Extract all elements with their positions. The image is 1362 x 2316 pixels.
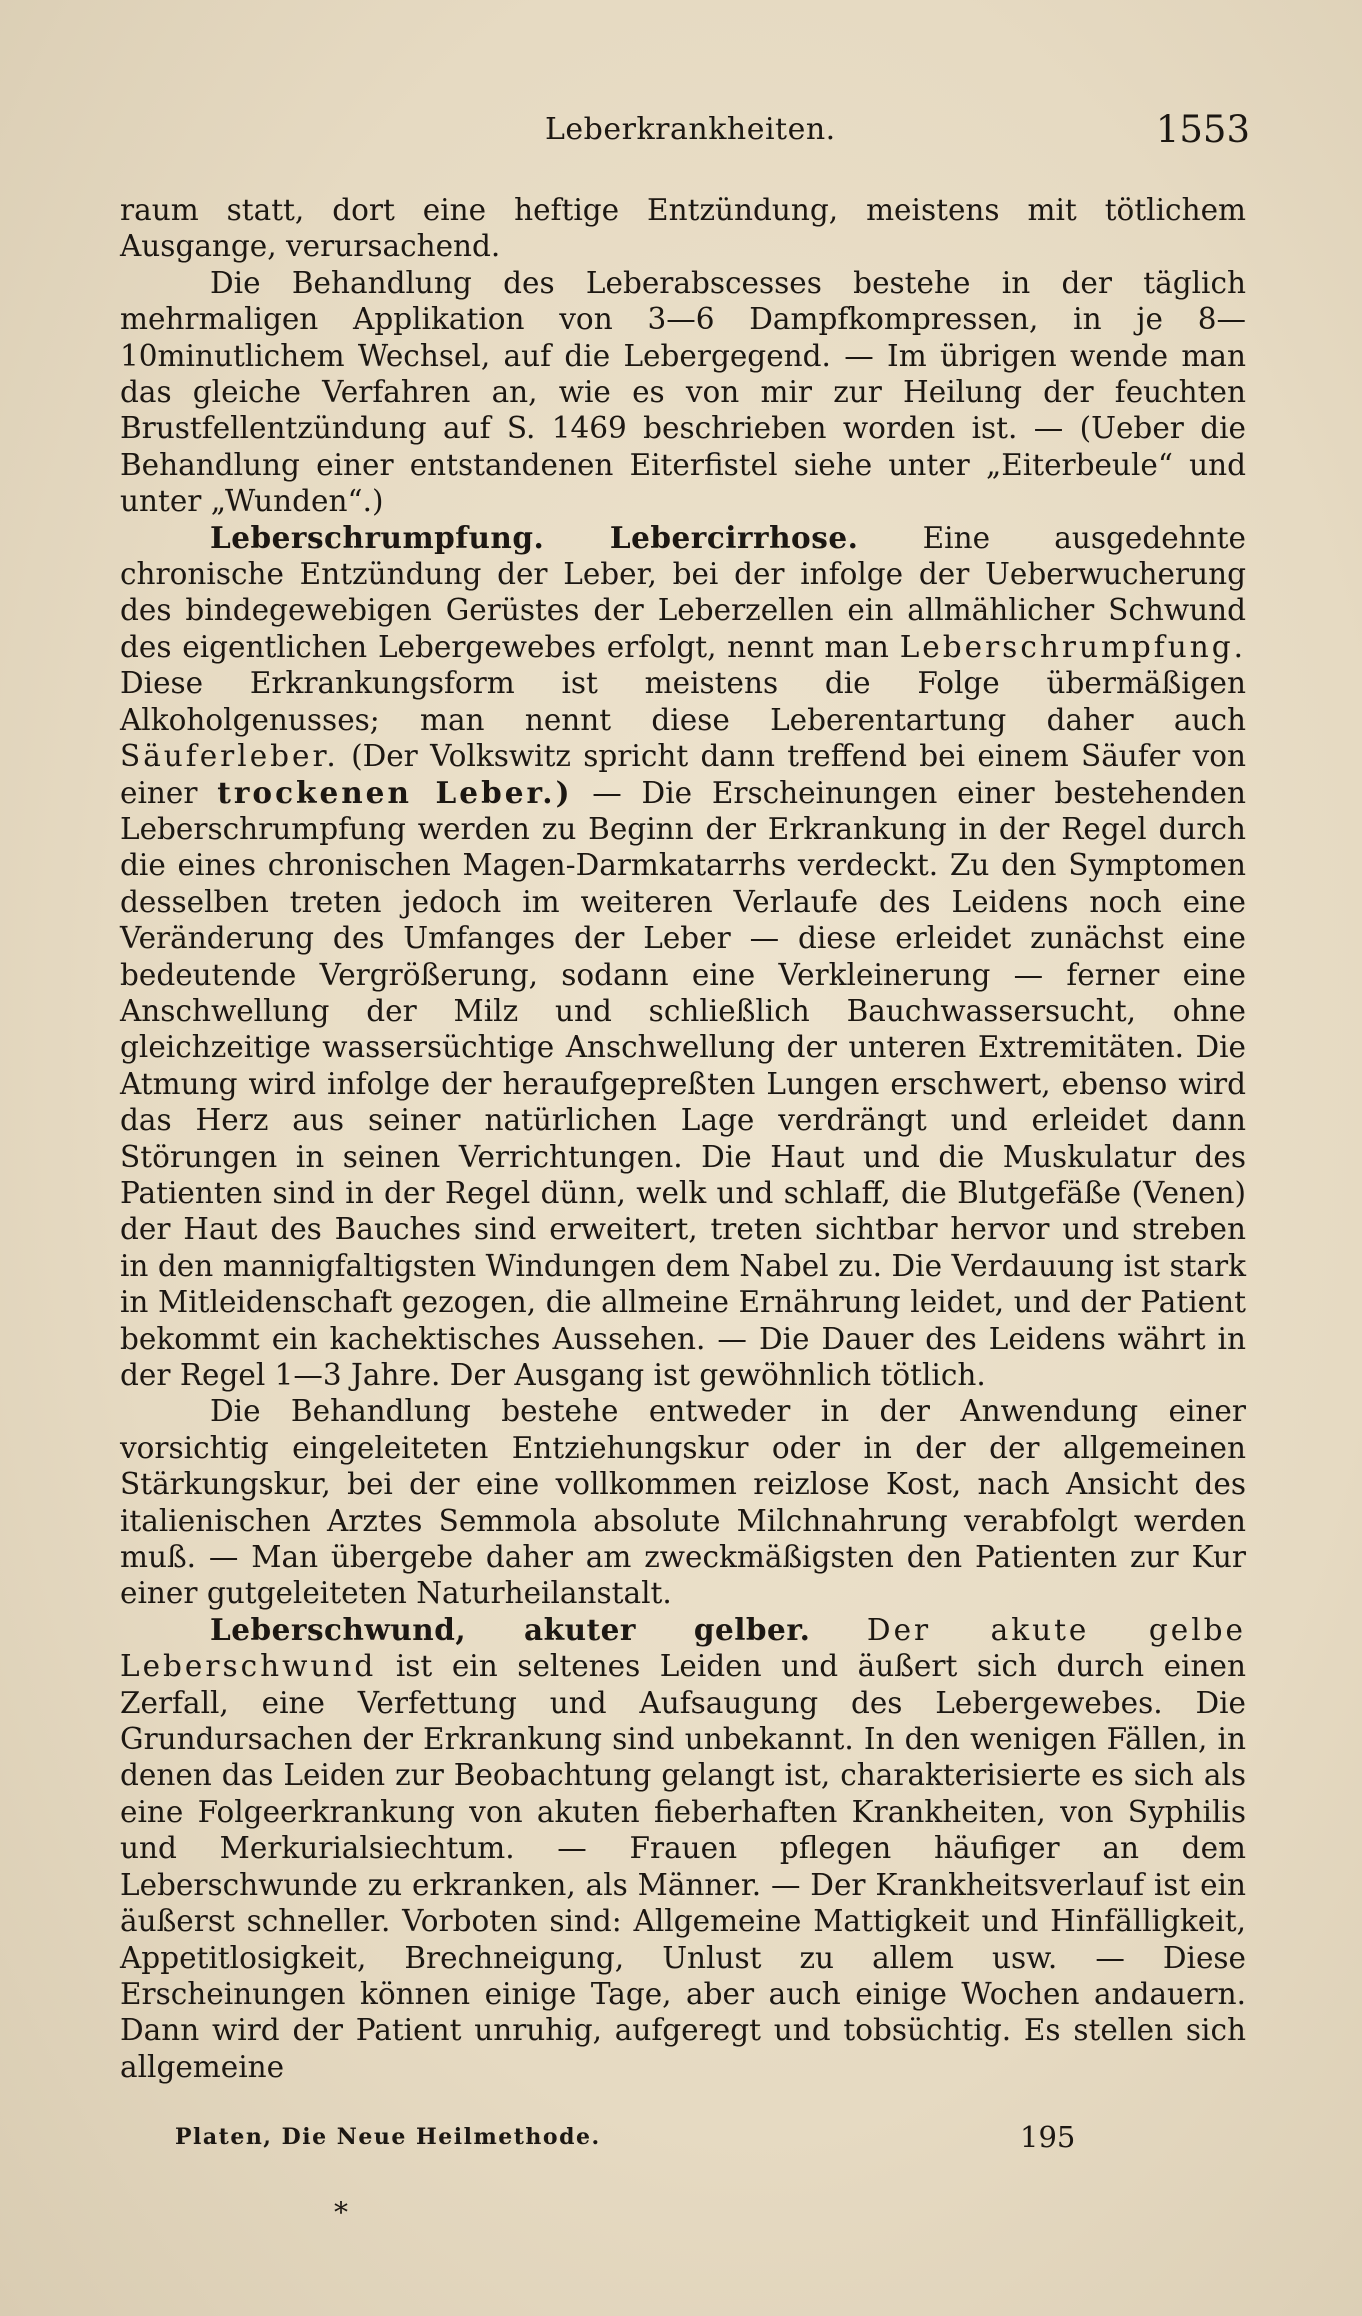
running-title: Leberkrankheiten. bbox=[545, 112, 836, 147]
paragraph-cirrhosis bbox=[120, 520, 1246, 1394]
section-heading-acute-atrophy: Leberschwund, akuter gelber. bbox=[210, 1611, 811, 1647]
term-highlight: Der akute gelbe Leberschwund bbox=[120, 1612, 1246, 1684]
page-number: 1553 bbox=[1155, 108, 1250, 151]
sheet-number: 195 bbox=[1020, 2120, 1076, 2154]
paragraph-text: ist ein seltenes Leiden und äußert sich durch einen Zerfall, eine Verfettung und Aufsaugung des Lebergewebes. Die Grundursachen der Erkrankung sind unbekannt. In den wenigen Fällen, in denen das Leiden zur Beobachtung gelangt ist, charakterisierte es sich als eine Folgeerkrankung von akuten fieberhaften Krankheiten, von Syphilis und Merkurialsiechtum. — Frauen pflegen häufiger an dem Leberschwunde zu erkranken, als Männer. — Der Krankheitsverlauf ist ein äußerst schneller. Vorboten sind: Allgemeine Mattigkeit und Hinfälligkeit, Appetitlosigkeit, Brechneigung, Unlust zu allem usw. — Diese Erscheinungen können einige Tage, aber auch einige Wochen andauern. Dann wird der Patient unruhig, aufgeregt und tobsüchtig. Es stellen sich allgemeine bbox=[120, 1649, 1246, 2084]
paragraph-treatment-cirrhosis bbox=[120, 1393, 1246, 1611]
paragraph-text: raum statt, dort eine heftige Entzündung, meistens mit tötlichem Ausgange, verursachend. bbox=[120, 193, 1246, 264]
paragraph-text: Eine ausgedehnte chronische Entzündung der Leber, bei der infolge der Ueberwucherung des bindegewebigen Gerüstes der Leberzellen ein allmählicher Schwund des eigentlichen Lebergewebes erfolgt, nennt man bbox=[120, 520, 1246, 664]
asterisk-mark: * bbox=[334, 2196, 348, 2229]
paragraph-text: (Der Volkswitz spricht dann treffend bei einem Säufer von einer bbox=[120, 739, 1246, 810]
page-header bbox=[120, 108, 1250, 158]
paragraph-text: Die Behandlung des Leberabscesses bestehe in der täglich mehrmaligen Applikation von 3—6 Dampfkompressen, in je 8—10minutlichem Wechsel, auf die Lebergegend. — Im übrigen wende man das gleiche Verfahren an, wie es von mir zur Heilung der feuchten Brustfellentzündung auf S. 1469 beschrieben worden ist. — (Ueber die Behandlung einer entstandenen Eiterfistel siehe unter „Eiterbeule“ und unter „Wunden“.) bbox=[120, 265, 1246, 519]
paragraph-treatment-abscess bbox=[120, 265, 1246, 520]
term-highlight: Leberschrumpfung. bbox=[899, 629, 1246, 664]
term-highlight: Säuferleber. bbox=[120, 739, 339, 774]
page-footer bbox=[175, 2120, 1175, 2160]
book-signature: Platen, Die Neue Heilmethode. bbox=[175, 2124, 601, 2150]
paragraph-text: Diese Erkrankungsform ist meistens die Folge übermäßigen Alkoholgenusses; man nennt diese Leberentartung daher auch bbox=[120, 666, 1246, 737]
term-highlight: trockenen Leber.) bbox=[217, 774, 573, 810]
paragraph-text: Die Behandlung bestehe entweder in der Anwendung einer vorsichtig eingeleiteten Entziehungskur oder in der der allgemeinen Stärkungskur, bei der eine vollkommen reizlose Kost, nach Ansicht des italienischen Arztes Semmola absolute Milchnahrung verabfolgt werden muß. — Man übergebe daher am zweckmäßigsten den Patienten zur Kur einer gutgeleiteten Naturheilanstalt. bbox=[120, 1394, 1246, 1611]
paragraph-text: — Die Erscheinungen einer bestehenden Leberschrumpfung werden zu Beginn der Erkrankung in der Regel durch die eines chronischen Magen-Darmkatarrhs verdeckt. Zu den Symptomen desselben treten jedoch im weiteren Verlaufe des Leidens noch eine Veränderung des Umfanges der Leber — diese erleidet zunächst eine bedeutende Vergrößerung, sodann eine Verkleinerung — ferner eine Anschwellung der Milz und schließlich Bauchwassersucht, ohne gleichzeitige wassersüchtige Anschwellung der unteren Extremitäten. Die Atmung wird infolge der heraufgepreßten Lungen erschwert, ebenso wird das Herz aus seiner natürlichen Lage verdrängt und erleidet dann Störungen in seinen Verrichtungen. Die Haut und die Muskulatur des Patienten sind in der Regel dünn, welk und schlaff, die Blutgefäße (Venen) der Haut des Bauches sind erweitert, treten sichtbar hervor und streben in den mannigfaltigsten Windungen dem Nabel zu. Die Verdauung ist stark in Mitleidenschaft gezogen, die allmeine Ernährung leidet, und der Patient bekommt ein kachektisches Aussehen. — Die Dauer des Leidens währt in der Regel 1—3 Jahre. Der Ausgang ist gewöhnlich tötlich. bbox=[120, 775, 1246, 1392]
paragraph-continuation bbox=[120, 192, 1246, 265]
body-text bbox=[120, 192, 1246, 2085]
section-heading-cirrhosis: Leberschrumpfung. Lebercirrhose. bbox=[210, 519, 859, 555]
paragraph-acute-atrophy bbox=[120, 1612, 1246, 2085]
